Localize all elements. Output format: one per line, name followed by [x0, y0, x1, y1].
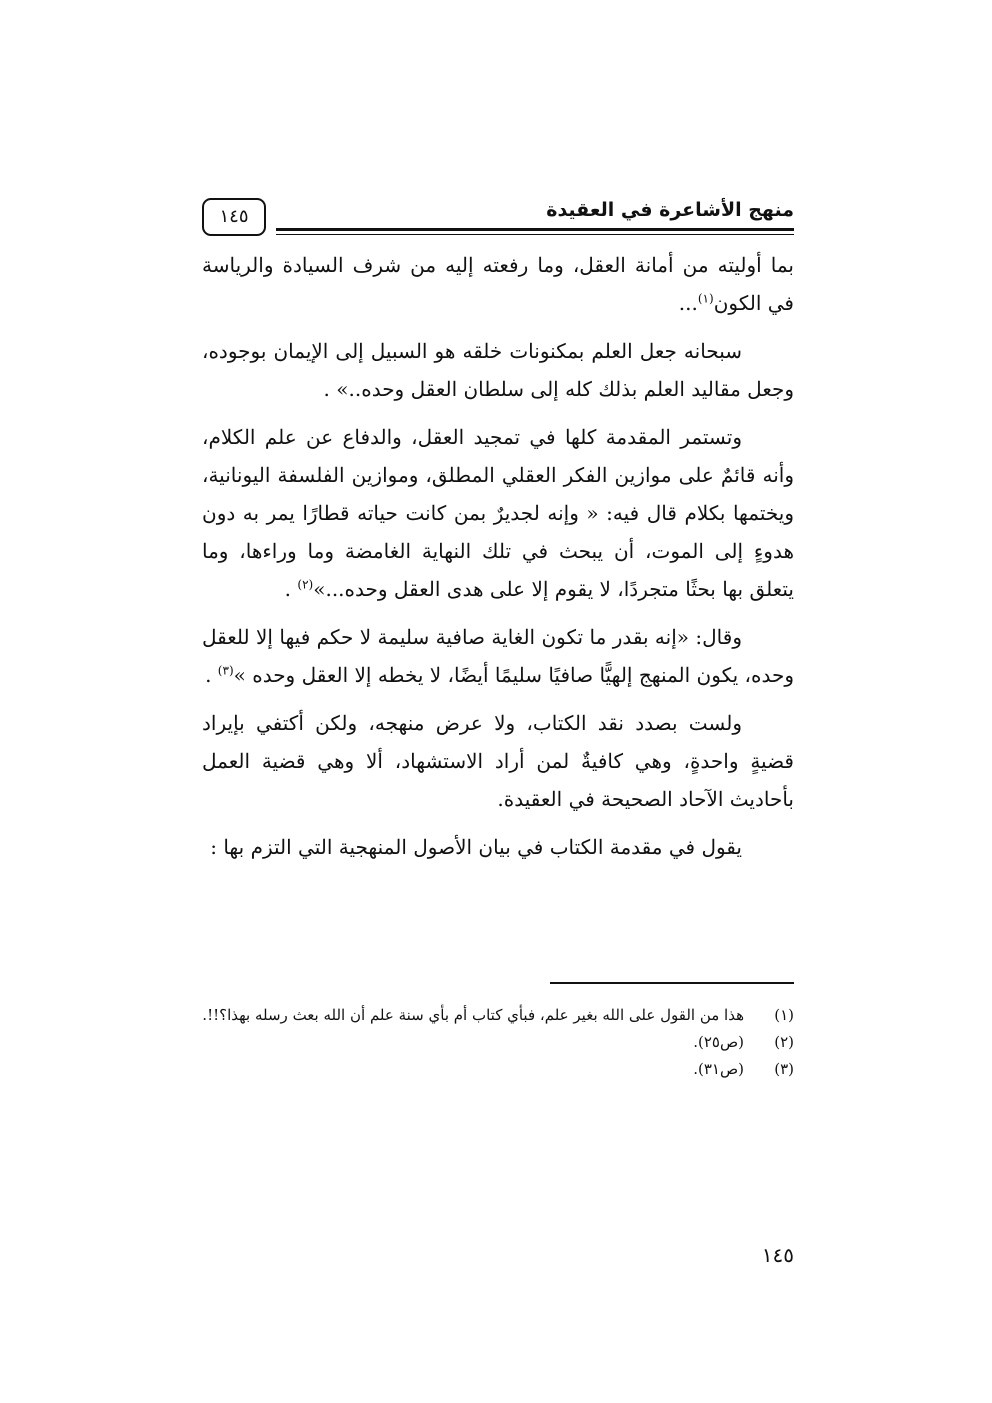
footnote-1: [202, 1002, 794, 1029]
footnote-2: [202, 1029, 794, 1056]
footer-page-number: ١٤٥: [761, 1243, 794, 1267]
footnote-number: (٢): [774, 1033, 794, 1051]
footnote-ref-3: (٣): [217, 663, 234, 678]
running-header: [202, 196, 794, 242]
footnote-3: [202, 1056, 794, 1083]
header-title: منهج الأشاعرة في العقيدة: [546, 199, 794, 221]
footnote-text: هذا من القول على الله بغير علم، فبأي كتاب أم بأي سنة علم أن الله بعث رسله بهذا؟!!.: [202, 1006, 744, 1024]
header-rule-thick: [276, 228, 794, 231]
footnote-ref-1: (١): [697, 291, 714, 306]
paragraph-1: بما أوليته من أمانة العقل، وما رفعته إليه من شرف السيادة والرياسة في الكون$^{(١)}$...: [202, 253, 794, 315]
paragraph-3: وتستمر المقدمة كلها في تمجيد العقل، والدفاع عن علم الكلام، وأنه قائمٌ على موازين الفكر العقلي المطلق، وموازين الفلسفة اليونانية، ويختمها بكلام قال فيه: « وإنه لجديرٌ بمن كانت حياته قطارًا يمر به دون هدوءٍ إلى الموت، أن يبحث في تلك النهاية الغامضة وما وراءها، وما يتعلق بها بحثًا متجردًا، لا يقوم إلا على هدى العقل وحده...»$^{(٢)}$ .: [202, 425, 794, 601]
footnote-ref-2: (٢): [297, 577, 314, 592]
footnote-number: (١): [774, 1006, 794, 1024]
paragraph-5: ولست بصدد نقد الكتاب، ولا عرض منهجه، ولكن أكتفي بإيراد قضيةٍ واحدةٍ، وهي كافيةٌ لمن أراد الاستشهاد، ألا وهي قضية العمل بأحاديث الآحاد الصحيحة في العقيدة.: [202, 711, 794, 811]
footnote-number: (٣): [774, 1060, 794, 1078]
footnote-separator: [550, 982, 794, 984]
paragraph-2: سبحانه جعل العلم بمكنونات خلقه هو السبيل إلى الإيمان بوجوده، وجعل مقاليد العلم بذلك كله إلى سلطان العقل وحده..» .: [202, 339, 794, 401]
footnote-text: (ص٣١).: [693, 1060, 744, 1078]
header-page-number: ١٤٥: [202, 198, 266, 236]
footnotes: [202, 1002, 794, 1083]
paragraph-4: وقال: «إنه بقدر ما تكون الغاية صافية سليمة لا حكم فيها إلا للعقل وحده، يكون المنهج إلهيًّا صافيًا سليمًا أيضًا، لا يخطه إلا العقل وحده »$^{(٣)}$ .: [202, 625, 794, 687]
paragraph-6: يقول في مقدمة الكتاب في بيان الأصول المنهجية التي التزم بها :: [210, 835, 742, 859]
body-text: [202, 246, 794, 876]
footnote-text: (ص٢٥).: [693, 1033, 744, 1051]
header-rule-thin: [276, 234, 794, 235]
